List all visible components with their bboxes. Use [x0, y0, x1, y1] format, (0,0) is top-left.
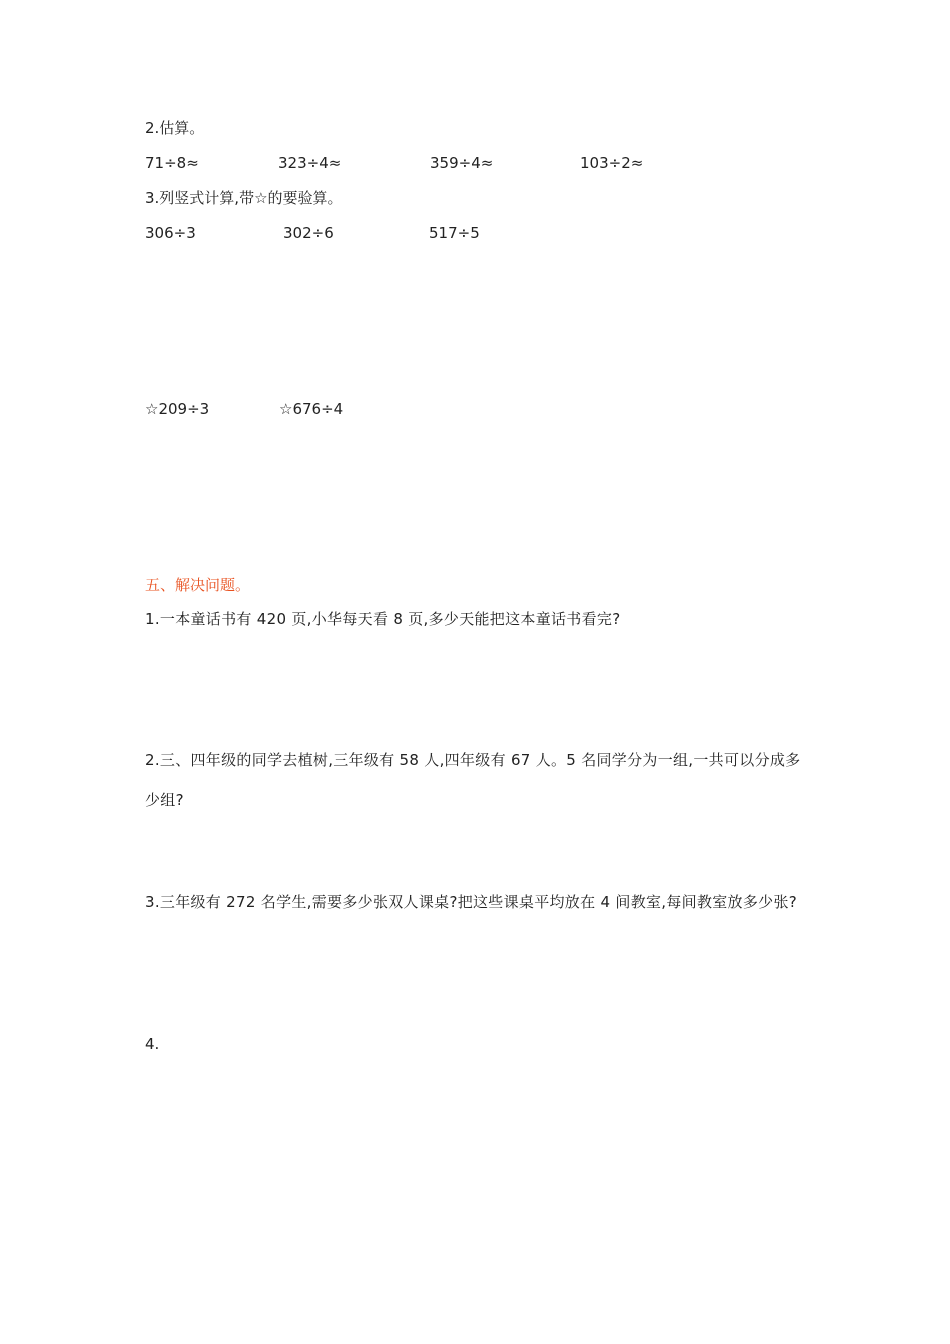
calc-item: 302÷6 — [283, 224, 334, 242]
estimate-heading: 2.估算。 — [145, 119, 205, 137]
section-title: 五、解决问题。 — [145, 576, 251, 594]
calc-item: 306÷3 — [145, 224, 196, 242]
calc-item: ☆676÷4 — [279, 400, 344, 418]
estimate-item: 323÷4≈ — [278, 154, 342, 172]
problem-2: 2.三、四年级的同学去植树,三年级有 58 人,四年级有 67 人。5 名同学分为一组,一共可以分成多少组? — [145, 751, 801, 809]
estimate-item: 359÷4≈ — [430, 154, 494, 172]
problem-1: 1.一本童话书有 420 页,小华每天看 8 页,多少天能把这本童话书看完? — [145, 610, 621, 628]
problem-4: 4. — [145, 1035, 160, 1053]
vertical-calc-heading: 3.列竖式计算,带☆的要验算。 — [145, 189, 343, 207]
calc-item: ☆209÷3 — [145, 400, 210, 418]
estimate-item: 71÷8≈ — [145, 154, 199, 172]
calc-item: 517÷5 — [429, 224, 480, 242]
estimate-item: 103÷2≈ — [580, 154, 644, 172]
problem-3: 3.三年级有 272 名学生,需要多少张双人课桌?把这些课桌平均放在 4 间教室,每间教室放多少张? — [145, 893, 798, 911]
